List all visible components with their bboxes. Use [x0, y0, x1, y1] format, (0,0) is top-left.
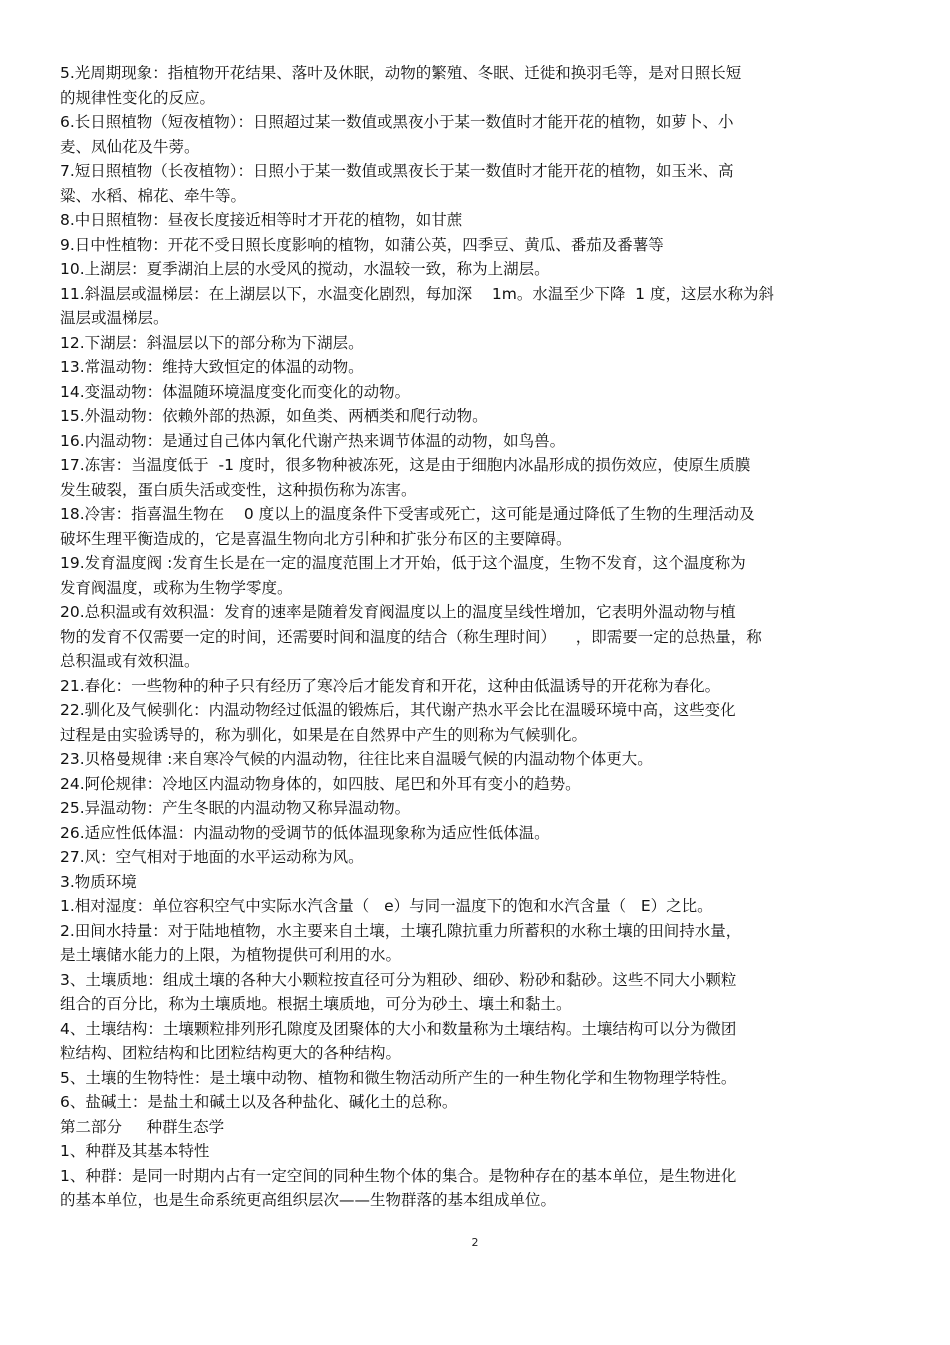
- text-line: 27.风：空气相对于地面的水平运动称为风。: [60, 848, 364, 866]
- text-line: 组合的百分比，称为土壤质地。根据土壤质地，可分为砂土、壤土和黏土。: [60, 995, 572, 1013]
- text-line: 4、土壤结构：土壤颗粒排列形孔隙度及团聚体的大小和数量称为土壤结构。土壤结构可以分为微团: [60, 1019, 737, 1038]
- text-line: 6.长日照植物（短夜植物）：日照超过某一数值或黑夜小于某一数值时才能开花的植物，如萝卜、小: [60, 113, 734, 131]
- text-line: 9.日中性植物：开花不受日照长度影响的植物，如蒲公英，四季豆、黄瓜、番茄及番薯等: [60, 235, 664, 254]
- text-line: 过程是由实验诱导的，称为驯化，如果是在自然界中产生的则称为气候驯化。: [60, 725, 588, 744]
- text-line: 23.贝格曼规律 :来自寒冷气候的内温动物，往往比来自温暖气候的内温动物个体更大。: [60, 750, 653, 768]
- text-line: 破坏生理平衡造成的，它是喜温生物向北方引种和扩张分布区的主要障碍。: [60, 529, 572, 548]
- text-line: 18.冷害：指喜温生物在 0 度以上的温度条件下受害或死亡，这可能是通过降低了生物的生理活动及: [60, 505, 755, 523]
- text-line: 25.异温动物：产生冬眠的内温动物又称异温动物。: [60, 799, 411, 817]
- page-number: 2: [471, 1236, 479, 1249]
- text-line: 总积温或有效积温。: [60, 652, 200, 670]
- text-line: 21.春化：一些物种的种子只有经历了寒冷后才能发育和开花，这种由低温诱导的开花称为春化。: [60, 676, 721, 695]
- text-line: 麦、凤仙花及牛蒡。: [60, 137, 200, 156]
- text-line: 16.内温动物：是通过自己体内氧化代谢产热来调节体温的动物，如鸟兽。: [60, 431, 566, 450]
- text-line: 15.外温动物：依赖外部的热源，如鱼类、两栖类和爬行动物。: [60, 407, 488, 425]
- text-line: 22.驯化及气候驯化：内温动物经过低温的锻炼后，其代谢产热水平会比在温暖环境中高，这些变化: [60, 701, 736, 719]
- text-line: 发育阀温度，或称为生物学零度。: [60, 578, 293, 597]
- text-line: 发生破裂，蛋白质失活或变性，这种损伤称为冻害。: [60, 480, 417, 499]
- text-line: 1.相对湿度：单位容积空气中实际水汽含量（ e）与同一温度下的饱和水汽含量（ E）之比。: [60, 897, 713, 915]
- text-line: 5、土壤的生物特性：是土壤中动物、植物和微生物活动所产生的一种生物化学和生物物理学特性。: [60, 1068, 737, 1087]
- text-line: 1、种群：是同一时期内占有一定空间的同种生物个体的集合。是物种存在的基本单位，是生物进化: [60, 1166, 737, 1185]
- text-line: 粒结构、团粒结构和比团粒结构更大的各种结构。: [60, 1044, 402, 1062]
- text-line: 13.常温动物：维持大致恒定的体温的动物。: [60, 358, 364, 376]
- text-line: 20.总积温或有效积温：发育的速率是随着发育阀温度以上的温度呈线性增加，它表明外温动物与植: [60, 603, 736, 621]
- text-line: 粱、水稻、棉花、牵牛等。: [60, 186, 247, 205]
- text-line: 8.中日照植物：昼夜长度接近相等时才开花的植物，如甘蔗: [60, 211, 463, 229]
- text-line: 的基本单位，也是生命系统更高组织层次——生物群落的基本组成单位。: [60, 1191, 557, 1209]
- text-line: 14.变温动物：体温随环境温度变化而变化的动物。: [60, 382, 411, 401]
- text-line: 的规律性变化的反应。: [60, 88, 216, 107]
- text-line: 19.发育温度阀 :发育生长是在一定的温度范围上才开始，低于这个温度，生物不发育，这个温度称为: [60, 554, 746, 572]
- text-line: 6、盐碱土：是盐土和碱土以及各种盐化、碱化土的总称。: [60, 1093, 458, 1111]
- text-line: 物的发育不仅需要一定的时间，还需要时间和温度的结合（称生理时间） ，即需要一定的总热量，称: [60, 627, 762, 646]
- text-line: 2.田间水持量：对于陆地植物，水主要来自土壤，土壤孔隙抗重力所蓄积的水称土壤的田间持水量，: [60, 921, 742, 940]
- text-line: 17.冻害：当温度低于 -1 度时，很多物种被冻死，这是由于细胞内冰晶形成的损伤效应，使原生质膜: [60, 456, 751, 474]
- text-line: 26.适应性低体温：内温动物的受调节的低体温现象称为适应性低体温。: [60, 823, 550, 842]
- part-heading: 第二部分 种群生态学: [60, 1117, 225, 1136]
- text-line: 12.下湖层：斜温层以下的部分称为下湖层。: [60, 333, 364, 352]
- text-line: 10.上湖层：夏季湖泊上层的水受风的搅动，水温较一致，称为上湖层。: [60, 260, 550, 278]
- text-line: 3、土壤质地：组成土壤的各种大小颗粒按直径可分为粗砂、细砂、粉砂和黏砂。这些不同大小颗粒: [60, 970, 737, 989]
- text-line: 7.短日照植物（长夜植物）：日照小于某一数值或黑夜长于某一数值时才能开花的植物，如玉米、高: [60, 162, 734, 180]
- section-heading: 1、种群及其基本特性: [60, 1142, 210, 1160]
- text-line: 24.阿伦规律：冷地区内温动物身体的，如四肢、尾巴和外耳有变小的趋势。: [60, 774, 581, 793]
- text-line: 是土壤储水能力的上限，为植物提供可利用的水。: [60, 946, 402, 964]
- document-body: [60, 61, 900, 1213]
- section-heading: 3.物质环境: [60, 872, 137, 891]
- text-line: 11.斜温层或温梯层：在上湖层以下，水温变化剧烈，每加深 1m。水温至少下降 1 度，这层水称为斜: [60, 284, 774, 303]
- text-line: 温层或温梯层。: [60, 309, 169, 327]
- text-line: 5.光周期现象：指植物开花结果、落叶及休眠，动物的繁殖、冬眠、迁徙和换羽毛等，是对日照长短: [60, 64, 742, 82]
